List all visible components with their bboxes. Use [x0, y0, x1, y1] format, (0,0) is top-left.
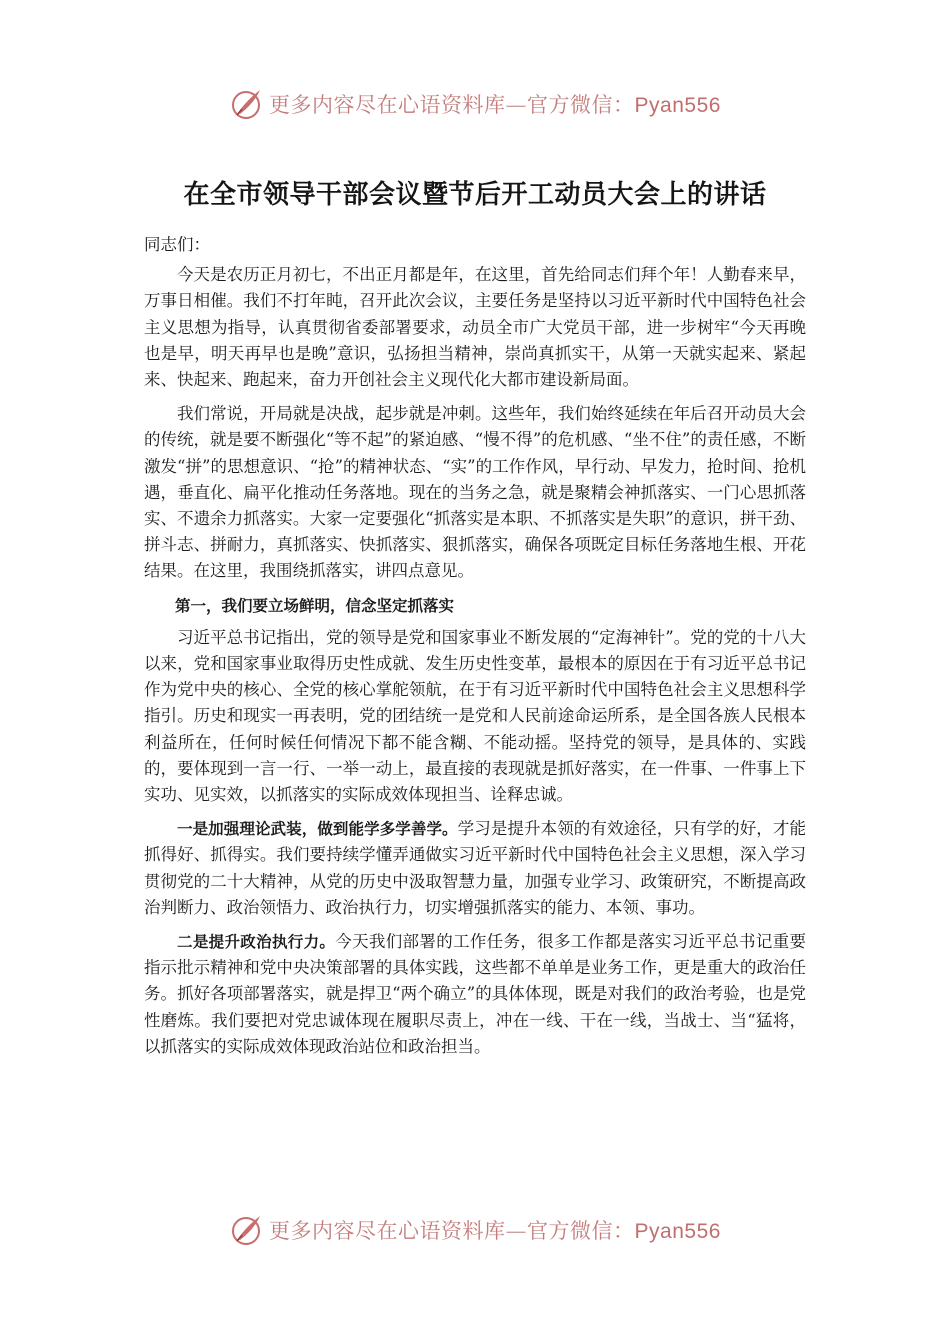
document-title: 在全市领导干部会议暨节后开工动员大会上的讲话 [183, 180, 767, 210]
point-2-paragraph [144, 929, 806, 1060]
banner-account-id: Pyan556 [634, 94, 721, 117]
banner-official-label: 官方微信： [527, 1219, 635, 1243]
banner-separator: — [505, 93, 528, 117]
point-2-lead: 二是提升政治执行力。 [177, 933, 336, 952]
salutation: 同志们： [144, 235, 210, 254]
footer-watermark-banner [0, 1210, 950, 1250]
section-paragraph: 习近平总书记指出，党的领导是党和国家事业不断发展的“定海神针”。党的党的十八大以来，党和国家事业取得历史性成就、发生历史性变革，最根本的原因在于有习近平总书记作为党中央的核心、全党的核心掌舵领航，在于有习近平新时代中国特色社会主义思想科学指引。历史和现实一再表明，党的团结统一是党和人民前途命运所系，是全国各族人民根本利益所在，任何时候任何情况下都不能含糊、不能动摇。坚持党的领导，是具体的、实践的，要体现到一言一行、一举一动上，最直接的表现就是抓好落实，在一件事、一件事上下实功、见实效，以抓落实的实际成效体现担当、诠释忠诚。 [144, 627, 806, 805]
section-heading: 第一，我们要立场鲜明，信念坚定抓落实 [175, 596, 455, 615]
banner-separator: — [505, 1219, 528, 1243]
point-1-paragraph [144, 816, 806, 921]
quill-logo-icon [229, 1213, 263, 1247]
point-1-lead: 一是加强理论武装，做到能学多学善学。 [177, 820, 458, 839]
banner-library-name: 更多内容尽在心语资料库 [269, 1219, 506, 1243]
banner-text [269, 89, 721, 119]
point-1-body: 学习是提升本领的有效途径，只有学的好，才能抓得好、抓得实。我们要持续学懂弄通做实习近平新时代中国特色社会主义思想，深入学习贯彻党的二十大精神，从党的历史中汲取智慧力量，加强专业学习、政策研究，不断提高政治判断力、政治领悟力、政治执行力，切实增强抓落实的能力、本领、事功。 [144, 819, 806, 917]
banner-library-name: 更多内容尽在心语资料库 [269, 93, 506, 117]
document-body [144, 232, 806, 1068]
opening-paragraph: 今天是农历正月初七，不出正月都是年，在这里，首先给同志们拜个年！人勤春来早，万事日相催。我们不打年盹，召开此次会议，主要任务是坚持以习近平新时代中国特色社会主义思想为指导，认真贯彻省委部署要求，动员全市广大党员干部，进一步树牢“今天再晚也是早，明天再早也是晚”意识，弘扬担当精神，崇尚真抓实干，从第一天就实起来、紧起来、快起来、跑起来，奋力开创社会主义现代化大都市建设新局面。 [144, 265, 806, 390]
intro-paragraph: 我们常说，开局就是决战，起步就是冲刺。这些年，我们始终延续在年后召开动员大会的传统，就是要不断强化“等不起”的紧迫感、“慢不得”的危机感、“坐不住”的责任感，不断激发“拼”的思想意识、“抢”的精神状态、“实”的工作作风，早行动、早发力，抢时间、抢机遇，垂直化、扁平化推动任务落地。现在的当务之急，就是聚精会神抓落实、一门心思抓落实、不遗余力抓落实。大家一定要强化“抓落实是本职、不抓落实是失职”的意识，拼干劲、拼斗志、拼耐力，真抓落实、快抓落实、狠抓落实，确保各项既定目标任务落地生根、开花结果。在这里，我围绕抓落实，讲四点意见。 [144, 404, 806, 581]
quill-logo-icon [229, 87, 263, 121]
header-watermark-banner [0, 84, 950, 124]
banner-official-label: 官方微信： [527, 93, 635, 117]
banner-account-id: Pyan556 [634, 1220, 721, 1243]
banner-text [269, 1215, 721, 1245]
point-2-body: 今天我们部署的工作任务，很多工作都是落实习近平总书记重要指示批示精神和党中央决策部署的具体实践，这些都不单单是业务工作，更是重大的政治任务。抓好各项部署落实，就是捍卫“两个确立”的具体体现，既是对我们的政治考验，也是党性磨炼。我们要把对党忠诚体现在履职尽责上，冲在一线、干在一线，当战士、当“猛将，以抓落实的实际成效体现政治站位和政治担当。 [144, 932, 806, 1056]
